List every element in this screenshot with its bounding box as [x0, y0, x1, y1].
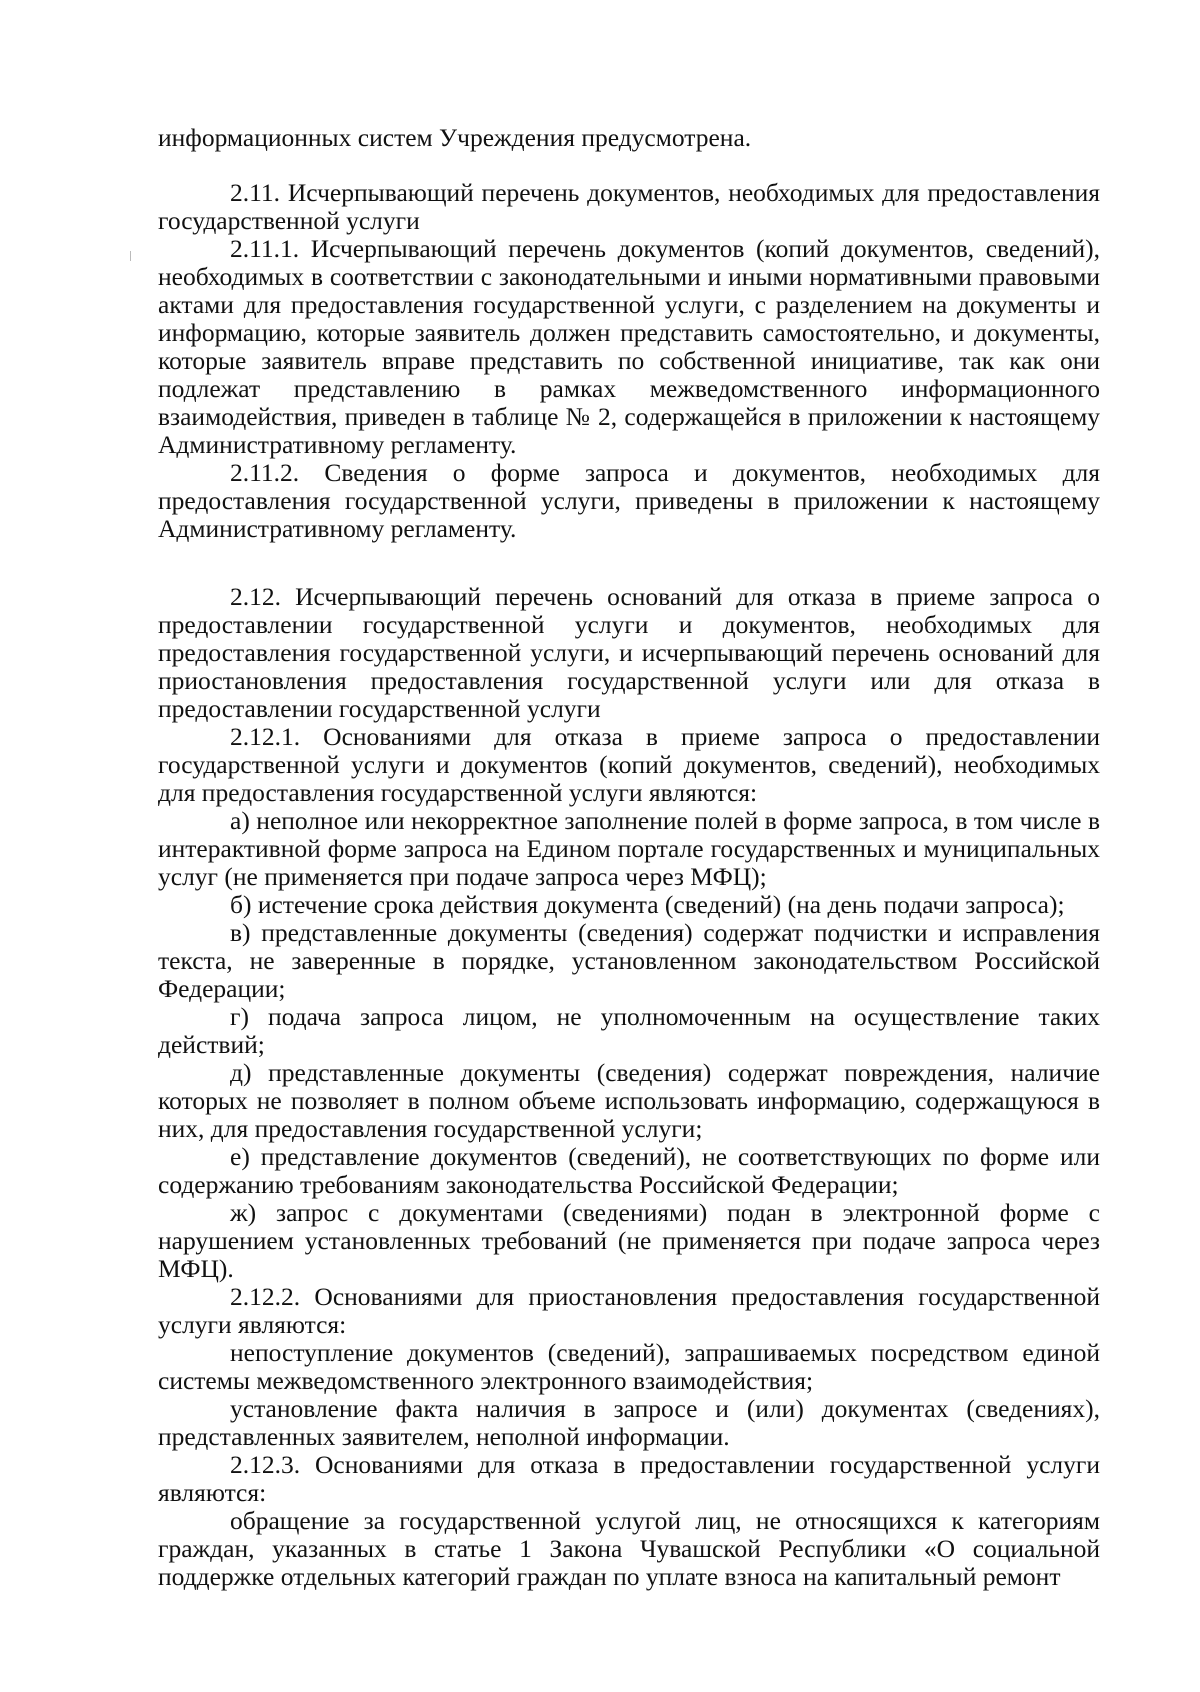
list-item-zh: ж) запрос с документами (сведениями) подан в электронной форме с нарушением установленных требований (не применяется при подаче запроса через МФЦ). — [158, 1198, 1100, 1283]
paragraph-suspension-reason-2: установление факта наличия в запросе и (или) документах (сведениях), представленных заявителем, неполной информации. — [158, 1394, 1100, 1451]
paragraph-2-12-3: 2.12.3. Основаниями для отказа в предоставлении государственной услуги являются: — [158, 1450, 1100, 1507]
paragraph-2-12-2: 2.12.2. Основаниями для приостановления предоставления государственной услуги являются: — [158, 1282, 1100, 1339]
paragraph-continuation: информационных систем Учреждения предусмотрена. — [158, 123, 752, 152]
document-body — [158, 124, 1100, 1591]
paragraph-refusal-reason: обращение за государственной услугой лиц, не относящихся к категориям граждан, указанных в статье 1 Закона Чувашской Республики «О социальной поддержке отдельных категорий граждан по уплате взноса на капитальный ремонт — [158, 1506, 1100, 1591]
list-item-a: а) неполное или некорректное заполнение полей в форме запроса, в том числе в интерактивной форме запроса на Едином портале государственных и муниципальных услуг (не применяется при подаче запроса через МФЦ); — [158, 806, 1100, 891]
list-item-b: б) истечение срока действия документа (сведений) (на день подачи запроса); — [230, 890, 1065, 919]
list-item-d: д) представленные документы (сведения) содержат повреждения, наличие которых не позволяет в полном объеме использовать информацию, содержащуюся в них, для предоставления государственной услуги; — [158, 1058, 1100, 1143]
paragraph-2-12-1: 2.12.1. Основаниями для отказа в приеме запроса о предоставлении государственной услуги и документов (копий документов, сведений), необходимых для предоставления государственной услуги являются: — [158, 722, 1100, 807]
paragraph-2-11-1: 2.11.1. Исчерпывающий перечень документов (копий документов, сведений), необходимых в соответствии с законодательными и иными нормативными правовыми актами для предоставления государственной услуги, с разделением на документы и информацию, которые заявитель должен представить самостоятельно, и документы, которые заявитель вправе представить по собственной инициативе, так как они подлежат представлению в рамках межведомственного информационного взаимодействия, приведен в таблице № 2, содержащейся в приложении к настоящему Административному регламенту. — [158, 234, 1100, 459]
list-item-v: в) представленные документы (сведения) содержат подчистки и исправления текста, не заверенные в порядке, установленном законодательством Российской Федерации; — [158, 918, 1100, 1003]
paragraph-suspension-reason-1: непоступление документов (сведений), запрашиваемых посредством единой системы межведомственного электронного взаимодействия; — [158, 1338, 1100, 1395]
section-heading-2-12: 2.12. Исчерпывающий перечень оснований для отказа в приеме запроса о предоставлении государственной услуги и документов, необходимых для предоставления государственной услуги, и исчерпывающий перечень оснований для приостановления предоставления государственной услуги или для отказа в предоставлении государственной услуги — [158, 582, 1100, 723]
list-item-e: е) представление документов (сведений), не соответствующих по форме или содержанию требованиям законодательства Российской Федерации; — [158, 1142, 1100, 1199]
margin-mark — [130, 251, 131, 261]
list-item-g: г) подача запроса лицом, не уполномоченным на осуществление таких действий; — [158, 1002, 1100, 1059]
section-heading-2-11: 2.11. Исчерпывающий перечень документов, необходимых для предоставления государственной услуги — [158, 178, 1100, 235]
paragraph-2-11-2: 2.11.2. Сведения о форме запроса и документов, необходимых для предоставления государственной услуги, приведены в приложении к настоящему Административному регламенту. — [158, 458, 1100, 543]
